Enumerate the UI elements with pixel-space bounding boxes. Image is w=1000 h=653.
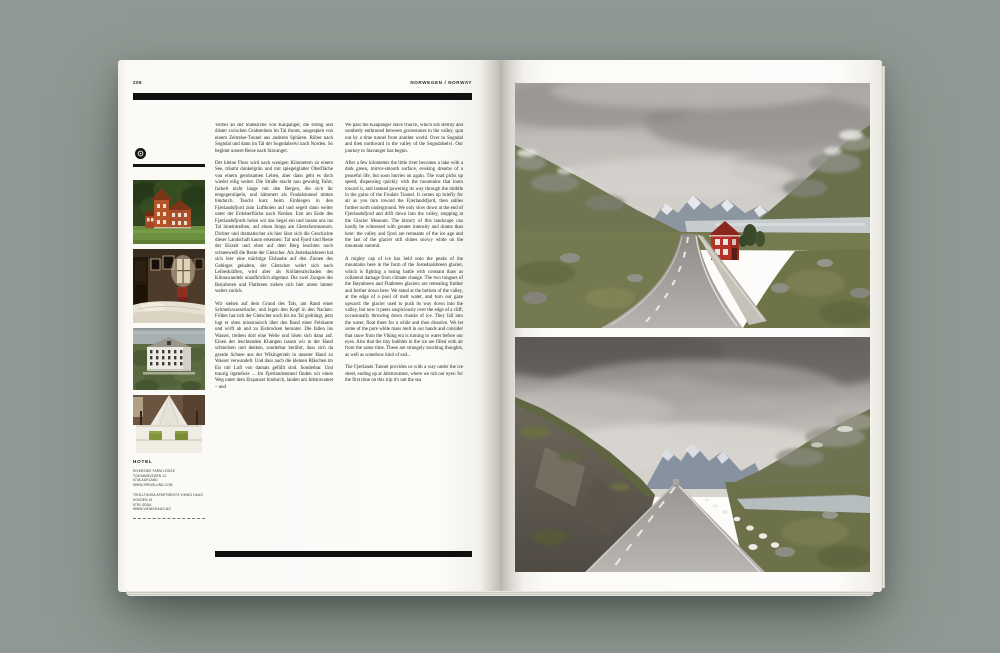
hotel-heading: HOTEL — [133, 459, 153, 464]
hotel-website: WWW.29RUSLUND.COM — [133, 482, 173, 487]
sidebar-rule — [133, 164, 205, 167]
page-edge-stack-right — [881, 66, 885, 588]
hotel-street: TOKVAMSVEGEN 12 — [133, 473, 167, 478]
red-farm-lodge-photo — [133, 180, 205, 244]
mountain-road-sheep-photo — [515, 337, 870, 572]
page-right — [500, 60, 882, 592]
hotel-entry-2 — [133, 493, 205, 511]
page-left — [118, 60, 500, 592]
german-text-column — [215, 123, 333, 549]
mountain-road-red-house-fjord-photo — [515, 83, 870, 328]
white-fjord-hotel-photo — [133, 328, 205, 390]
dashed-divider — [133, 518, 205, 519]
hotel-info-block — [133, 459, 205, 519]
hotel-street: HOVDEN 15 — [133, 497, 153, 502]
hotel-city: 5750 ODDA — [133, 502, 152, 507]
paragraph-de-3: Wir stehen auf dem Grund des Tals, am Rand einer Schmelzwasserlache, und legen den Kopf in den Nacken: Früher hat sich der Gletscher noch bis ins Tal gedrängt, jetzt lugt er oben misstrauisch über den Rand einer Felskante und wirft ab und zu Eisbrocken herunter. Die fallen ins Wasser, treiben dort eine Weile und lösen sich dann auf. Einen der leuchtenden Klumpen lassen wir in der Hand schmelzen und denken, sonderbar berührt, dass sich da gerade Schnee aus der Wikingerzeit in unserer Hand zu Wasser verwandelt. Und dass auch die kleinen Bläschen im Eis mit Luft von damals gefüllt sind. Sonderbar. Und traurig irgendwie ... Im Fjærlandstunnel finden wir einen Weg unter dem Eispanzer hindurch, landen am Jølstravatnet – und — [215, 301, 333, 390]
vintage-room-interior-photo — [133, 249, 205, 323]
page-edge-stack-bottom — [126, 591, 874, 596]
paragraph-en-2: After a few kilometers the little river becomes a lake with a dark green, mirror-smooth surface, evoking dreams of a peaceful life, but soon hurries on again. The road picks up speed, dispensing quickly with the mountains that loom toward it, and instead powering its way through the middle in the guise of the Frudals Tunnel. It comes up briefly for air as you turn toward the Fjærlandsfjord, then sallies further north underground. We only slow down at the end of Fjærlandsfjord and drift down into the valley, stopping at the Glacier Museum. The history of this landscape can hardly be witnessed with greater intensity and drama than here: the valley and fjord are remnants of the ice age and the last of the glacier still shines snowy white on the mountain summit. — [345, 161, 463, 250]
hotel-website: WWW.VIKINGHAUG.NO — [133, 507, 171, 512]
section-label: NORWEGEN / NORWAY — [410, 80, 472, 85]
top-rule-bar — [133, 93, 472, 100]
hotel-entry-1 — [133, 469, 205, 487]
page-number: 206 — [133, 80, 142, 85]
hotel-name: RIVERSIDE FARM LODGE — [133, 469, 175, 473]
hotel-name: TROLLTUNGA APARTMENTS VIKING HAUG — [133, 493, 203, 498]
hotel-city: 5746 AURLAND — [133, 478, 158, 483]
paragraph-de-2: Der kleine Fluss wird nach wenigen Kilometern zu einem See, träumt dunkelgrün und mit spiegelglatter Oberfläche von einem geruhsamen Leben, aber dann geht es doch wieder eilig weiter. Die Straße macht nun gewaltig Fahrt, fackelt nicht lange mit den Bergen, die sich ihr entgegenrüpeln, und hämmert als Frudalstunnel mitten hindurch. Taucht kurz beim Einbiegen in den Fjærlandsfjord zum Luftholen auf und segelt dann weiter unter der Erdoberfläche nach Norden. Erst am Ende des Fjærlandsfjords holen wir das Segel ein und lassen uns ins Tal hineintreiben, auf einen Stopp am Gletschermuseum. Dichter und dramatischer als hier lässt sich die Geschichte dieser Landschaft kaum erkennen: Tal und Fjord sind Reste der Eiszeit und oben auf dem Berg leuchten noch schneeweiß die Reste der Gletscher. Als Jostedaalsbreen hat sich hier eine mächtige Eishaube auf den Zinnen des Gebirges gehalten, der Gletscher wehrt sich nach Leibeskräften, wird aber als Kollateralschaden des Klimawandels unaufhörlich abgetaut. Die zwei Zungen des Bøyabreen und Flatbreen ziehen sich hier unten immer weiter zurück. — [215, 161, 333, 295]
compass-badge-icon — [135, 146, 146, 157]
paragraph-en-3: A mighty cap of ice has held onto the peaks of the mountains here in the form of the Jostedaalsbreen glacier, which is fighting a losing battle with constant thaw as collateral damage from climate change. The two tongues of the Bøyabreen and Flatbreen glaciers are retreating further and further down here. We stand at the bottom of the valley, at the edge of a pool of melt water, and turn our gaze upward: the glacier used to push its way down into the valley, but now it peers suspiciously over the edge of a cliff, occasionally throwing down chunks of ice. They fall into the water, float there for a while and then dissolve. We let some of the pure white mass melt in our hands and consider that snow from the Viking era is turning to water before our eyes. Also that the tiny bubbles in the ice are filled with air from the same time. These are strangely touching thoughts, as well as somehow kind of sad... — [345, 256, 463, 358]
paragraph-de-1: Vorbei an der Stabkirche von Kaupanger, die streng und düster zwischen Grabsteinen im Tal thront, ausgespien von einem Zeitreise-Tunnel aus anderen Sphären. Rüber nach Sogndal und dann im Tal der Sogndalselvi nach Norden. So beginnt unsere Reise nach Stavanger. — [215, 123, 333, 154]
english-text-column — [345, 123, 463, 549]
paragraph-en-4: The Fjærlands Tunnel provides us with a way under the ice sheet, ending up at Jølstravatnet, where we rub our eyes: for the first time on this trip it's not the sea — [345, 365, 463, 384]
book-spread — [118, 60, 882, 592]
canopy-bed-photo — [133, 395, 205, 453]
bottom-rule-bar — [215, 551, 472, 557]
paragraph-en-1: We pass the Kaupanger stave church, which sits sternly and somberly enthroned between gravestones in the valley, spat out by a time tunnel from another world. Over to Sogndal and then northward in the valley of the Sogndalselvi. Our journey to Stavanger has begun. — [345, 123, 463, 154]
